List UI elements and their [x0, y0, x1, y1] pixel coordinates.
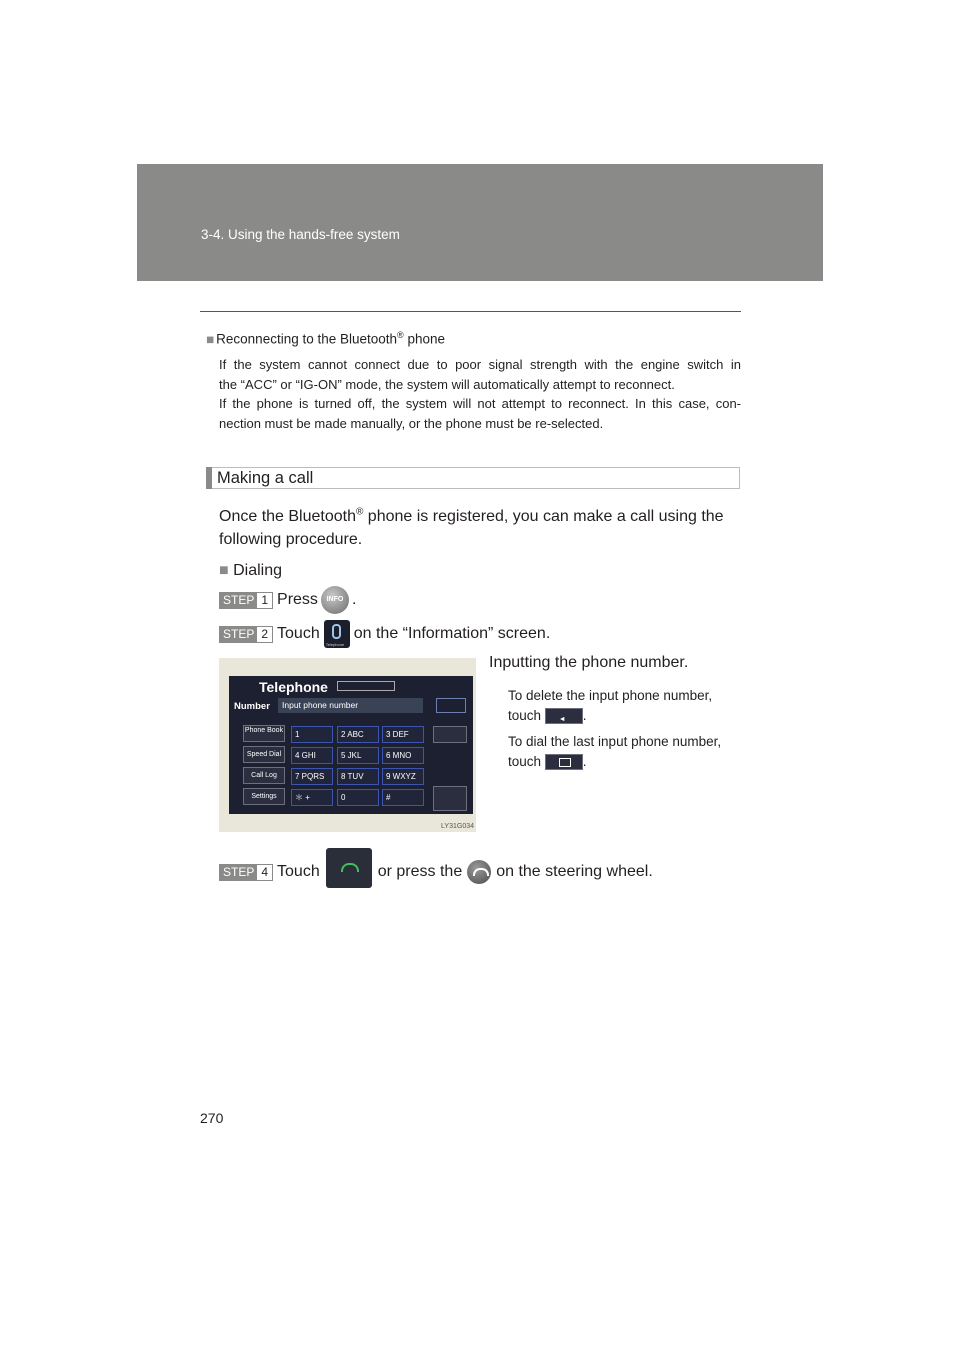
step-1: STEP 1 Press INFO .: [219, 586, 356, 614]
number-label: Number: [234, 701, 270, 712]
intro-paragraph: Once the Bluetooth® phone is registered, you can make a call using the following procedure.: [219, 506, 724, 548]
section-title: Making a call: [217, 469, 314, 487]
key[interactable]: 5 JKL: [337, 747, 379, 764]
step-badge: STEP 1: [219, 592, 273, 609]
call-button-icon: [326, 848, 372, 888]
telephone-screen-illustration: [219, 658, 476, 832]
delete-tip: To delete the input phone number, touch ◄ .: [508, 686, 741, 726]
key[interactable]: #: [382, 789, 424, 806]
signal-indicator: [337, 681, 395, 691]
note-line: If the phone is turned off, the system will not attempt to reconnect. In this case, con-: [219, 396, 741, 411]
call-button[interactable]: [433, 786, 467, 811]
phone-number-input[interactable]: Input phone number: [278, 698, 423, 713]
note-line: If the system cannot connect due to poor signal strength with the engine switch in: [219, 357, 741, 372]
section-header-band: [137, 164, 823, 281]
note-line: nection must be made manually, or the phone must be re-selected.: [219, 415, 604, 431]
square-icon: ■: [206, 331, 215, 347]
redial-icon: [545, 754, 583, 770]
step-4: STEP 4 Touch or press the on the steering wheel.: [219, 852, 653, 892]
step-3-text: Inputting the phone number. To delete the input phone number, touch ◄ . To dial the last input phone number, touch .: [489, 654, 741, 778]
info-button-icon: INFO: [321, 586, 349, 614]
phone-book-button[interactable]: Phone Book: [243, 725, 285, 742]
telephone-screen: [229, 676, 473, 814]
telephone-icon: Telephone: [324, 620, 350, 648]
note-body: [219, 355, 741, 433]
key[interactable]: 4 GHI: [291, 747, 333, 764]
redial-tip: To dial the last input phone number, touch .: [508, 734, 722, 769]
key[interactable]: 3 DEF: [382, 726, 424, 743]
key[interactable]: ＊ +: [291, 789, 333, 806]
step-2: STEP 2 Touch Telephone on the “Information” screen.: [219, 620, 550, 648]
section-heading-box: [206, 467, 740, 489]
dialing-heading: ■ Dialing: [219, 562, 283, 579]
settings-button[interactable]: Settings: [243, 788, 285, 805]
redial-button[interactable]: [433, 726, 467, 743]
divider: [200, 311, 741, 312]
note-title: ■ Reconnecting to the Bluetooth® phone: [206, 330, 445, 347]
key[interactable]: 9 WXYZ: [382, 768, 424, 785]
note-line: the “ACC” or “IG-ON” mode, the system will automatically attempt to reconnect.: [219, 376, 675, 392]
key[interactable]: 8 TUV: [337, 768, 379, 785]
step-badge: STEP 4: [219, 864, 273, 881]
screen-title: Telephone: [259, 679, 328, 695]
key[interactable]: 0: [337, 789, 379, 806]
section-breadcrumb: 3-4. Using the hands-free system: [201, 227, 400, 242]
key[interactable]: 7 PQRS: [291, 768, 333, 785]
backspace-button[interactable]: [436, 698, 466, 713]
step-badge: STEP 2: [219, 626, 273, 643]
heading-bar: [206, 467, 212, 489]
back-arrow-icon: [545, 708, 583, 724]
image-code: LY31G034: [441, 823, 474, 830]
key[interactable]: 2 ABC: [337, 726, 379, 743]
page-number: 270: [200, 1110, 224, 1126]
key[interactable]: 1: [291, 726, 333, 743]
speed-dial-button[interactable]: Speed Dial: [243, 746, 285, 763]
key[interactable]: 6 MNO: [382, 747, 424, 764]
call-log-button[interactable]: Call Log: [243, 767, 285, 784]
steering-wheel-phone-icon: [467, 860, 491, 884]
square-icon: ■: [219, 562, 229, 579]
